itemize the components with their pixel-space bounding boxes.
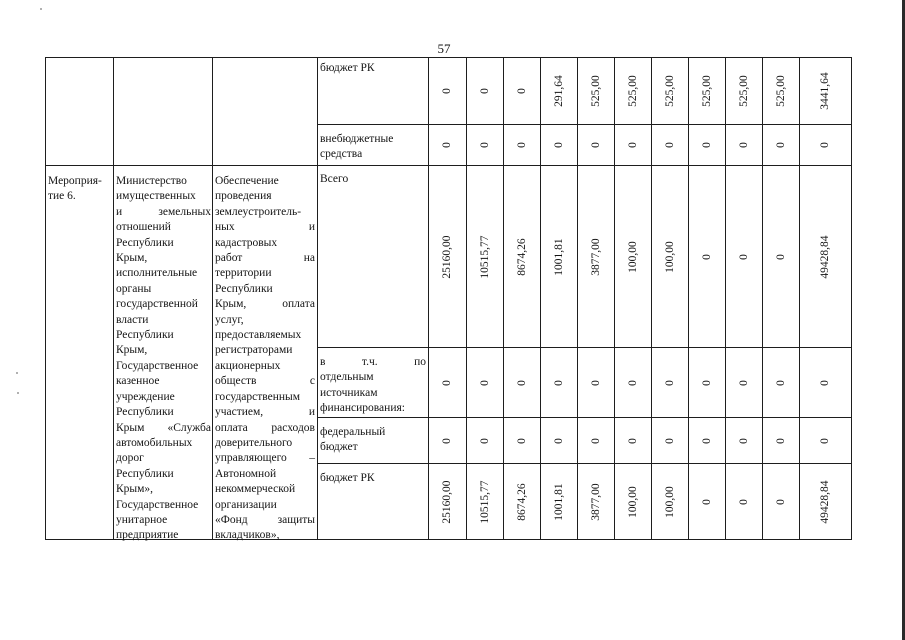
row-label-budget-rk-top: бюджет РК (320, 62, 375, 74)
value-cell-total-10: 0 (775, 254, 787, 260)
row-label-budget-rk-bottom: бюджет РК (320, 472, 375, 484)
table-border-left (45, 57, 46, 540)
value-cell-total-8: 0 (701, 254, 713, 260)
value-cell-budget-rk-top-6: 525,00 (627, 75, 639, 107)
value-cell-extrabudget-6: 0 (627, 142, 639, 148)
value-cell-budget-rk-top-7: 525,00 (664, 75, 676, 107)
value-cell-total-5: 3877,00 (590, 238, 602, 276)
value-cell-by-sources-10: 0 (775, 380, 787, 386)
row-divider (45, 165, 851, 166)
measure-name: Мероприя- тие 6. (48, 175, 102, 203)
column-divider (428, 57, 429, 540)
row-divider (317, 124, 851, 125)
value-cell-budget-rk-top-11: 3441,64 (819, 72, 831, 110)
value-cell-federal-11: 0 (819, 438, 831, 444)
value-cell-total-11: 49428,84 (819, 235, 831, 279)
value-cell-budget-rk-top-2: 0 (479, 88, 491, 94)
column-divider (651, 57, 652, 540)
value-cell-by-sources-3: 0 (516, 380, 528, 386)
value-cell-federal-6: 0 (627, 438, 639, 444)
value-cell-total-2: 10515,77 (479, 235, 491, 279)
value-cell-by-sources-4: 0 (553, 380, 565, 386)
value-cell-budget-rk-top-5: 525,00 (590, 75, 602, 107)
column-divider (688, 57, 689, 540)
value-cell-budget-rk-bottom-7: 100,00 (664, 486, 676, 518)
row-label-federal: федеральный бюджет (320, 426, 386, 454)
value-cell-extrabudget-7: 0 (664, 142, 676, 148)
table-border-top (45, 57, 851, 58)
measure-executors: Министерство имущественных и земельных отношений Республики Крым, исполнительные органы государственной власти Республики Крым, Государственное казенное учреждение Республики Крым «Служба автомобильных дорог Республики Крым», Государственное унитарное предприятие (116, 175, 211, 542)
value-cell-budget-rk-top-9: 525,00 (738, 75, 750, 107)
value-cell-budget-rk-bottom-9: 0 (738, 499, 750, 505)
value-cell-extrabudget-1: 0 (441, 142, 453, 148)
column-divider (725, 57, 726, 540)
value-cell-by-sources-5: 0 (590, 380, 602, 386)
value-cell-total-6: 100,00 (627, 241, 639, 273)
column-divider (466, 57, 467, 540)
value-cell-extrabudget-10: 0 (775, 142, 787, 148)
value-cell-by-sources-2: 0 (479, 380, 491, 386)
value-cell-federal-5: 0 (590, 438, 602, 444)
value-cell-budget-rk-bottom-4: 1001,81 (553, 483, 565, 521)
value-cell-by-sources-1: 0 (441, 380, 453, 386)
value-cell-budget-rk-bottom-11: 49428,84 (819, 480, 831, 524)
column-divider (113, 57, 114, 540)
row-divider (317, 417, 851, 418)
value-cell-by-sources-9: 0 (738, 380, 750, 386)
value-cell-total-4: 1001,81 (553, 238, 565, 276)
row-divider (317, 463, 851, 464)
scan-speck (17, 392, 19, 394)
value-cell-by-sources-8: 0 (701, 380, 713, 386)
value-cell-extrabudget-5: 0 (590, 142, 602, 148)
value-cell-federal-7: 0 (664, 438, 676, 444)
value-cell-budget-rk-top-4: 291,64 (553, 75, 565, 107)
column-divider (212, 57, 213, 540)
value-cell-total-3: 8674,26 (516, 238, 528, 276)
column-divider (799, 57, 800, 540)
column-divider (614, 57, 615, 540)
value-cell-extrabudget-11: 0 (819, 142, 831, 148)
column-divider (317, 57, 318, 540)
value-cell-federal-4: 0 (553, 438, 565, 444)
value-cell-by-sources-6: 0 (627, 380, 639, 386)
value-cell-federal-9: 0 (738, 438, 750, 444)
value-cell-federal-10: 0 (775, 438, 787, 444)
measure-description: Обеспечение проведения землеустроитель- ных и кадастровых работ на территории Республики Крым, оплата услуг, предоставляемых регистраторами акционерных обществ с государственным участием, и оплата расходов доверительного управляющего – Автономной некоммерческой организации «Фонд защиты вкладчиков», (215, 175, 315, 542)
value-cell-extrabudget-8: 0 (701, 142, 713, 148)
page-number: 57 (437, 41, 451, 56)
table-border-right (851, 57, 852, 540)
value-cell-budget-rk-top-8: 525,00 (701, 75, 713, 107)
value-cell-budget-rk-bottom-1: 25160,00 (441, 480, 453, 524)
value-cell-extrabudget-2: 0 (479, 142, 491, 148)
value-cell-by-sources-11: 0 (819, 380, 831, 386)
value-cell-budget-rk-bottom-10: 0 (775, 499, 787, 505)
value-cell-total-1: 25160,00 (441, 235, 453, 279)
scan-speck (16, 372, 18, 374)
value-cell-extrabudget-9: 0 (738, 142, 750, 148)
value-cell-budget-rk-bottom-8: 0 (701, 499, 713, 505)
value-cell-federal-3: 0 (516, 438, 528, 444)
row-label-by-sources: в т.ч. по отдельным источникам финансирования: (320, 356, 426, 415)
value-cell-total-9: 0 (738, 254, 750, 260)
row-label-total: Всего (320, 173, 349, 185)
column-divider (540, 57, 541, 540)
value-cell-budget-rk-bottom-6: 100,00 (627, 486, 639, 518)
value-cell-budget-rk-top-10: 525,00 (775, 75, 787, 107)
value-cell-total-7: 100,00 (664, 241, 676, 273)
value-cell-budget-rk-bottom-2: 10515,77 (479, 480, 491, 524)
value-cell-budget-rk-bottom-3: 8674,26 (516, 483, 528, 521)
row-label-extrabudget: внебюджетные средства (320, 133, 394, 161)
value-cell-federal-8: 0 (701, 438, 713, 444)
scan-speck (40, 8, 42, 10)
value-cell-by-sources-7: 0 (664, 380, 676, 386)
column-divider (762, 57, 763, 540)
value-cell-budget-rk-bottom-5: 3877,00 (590, 483, 602, 521)
value-cell-extrabudget-4: 0 (553, 142, 565, 148)
row-divider (317, 347, 851, 348)
column-divider (503, 57, 504, 540)
value-cell-federal-2: 0 (479, 438, 491, 444)
value-cell-extrabudget-3: 0 (516, 142, 528, 148)
value-cell-budget-rk-top-1: 0 (441, 88, 453, 94)
value-cell-budget-rk-top-3: 0 (516, 88, 528, 94)
column-divider (577, 57, 578, 540)
value-cell-federal-1: 0 (441, 438, 453, 444)
